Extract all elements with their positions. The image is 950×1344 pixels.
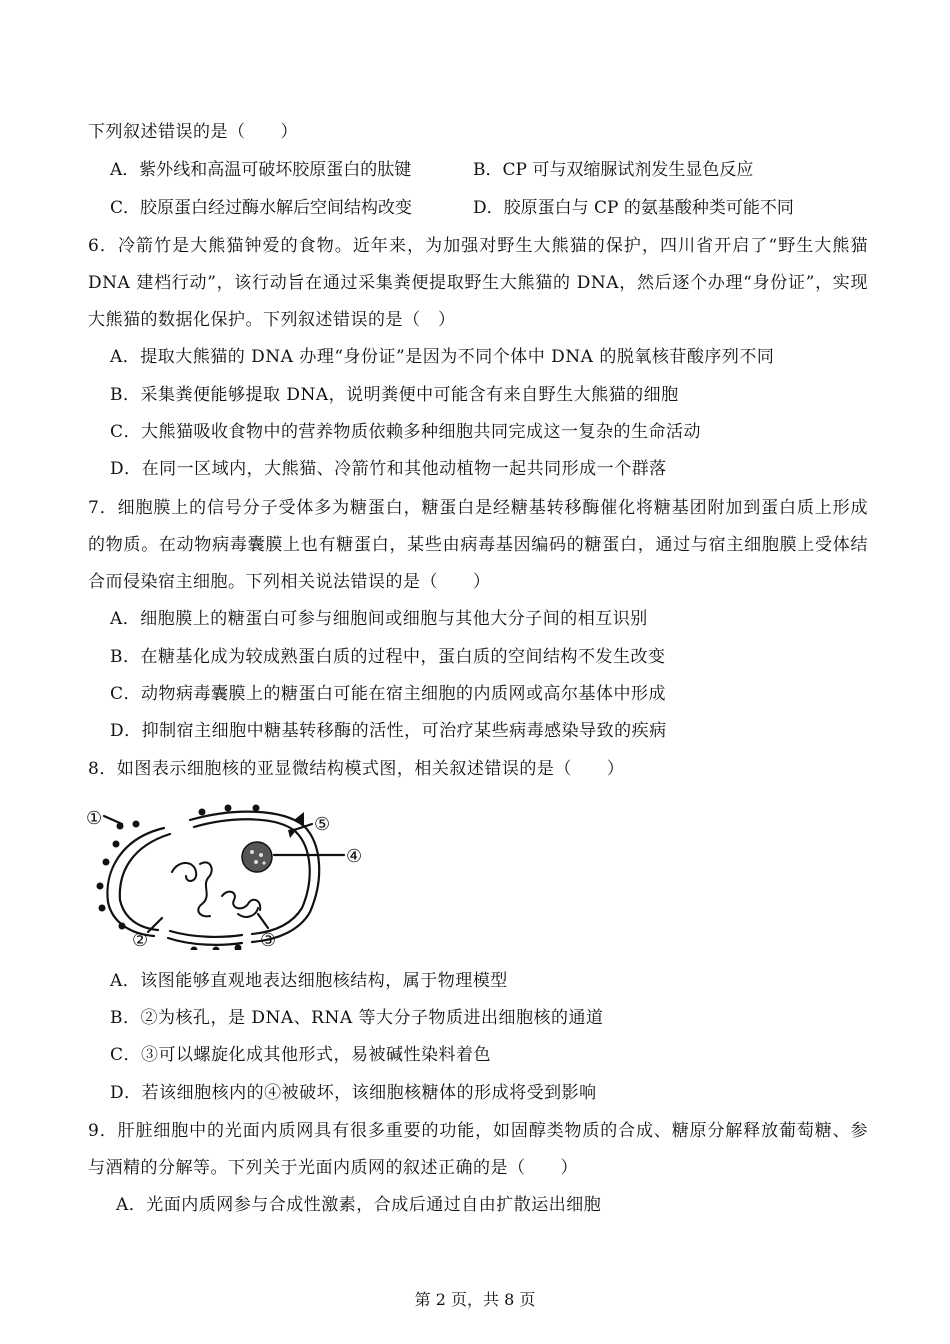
q6-stem: 6．冷箭竹是大熊猫钟爱的食物。近年来，为加强对野生大熊猫的保护，四川省开启了“野生大熊猫 DNA 建档行动”，该行动旨在通过采集粪便提取野生大熊猫的 DNA，然后逐个办理“身份证”，实现大熊猫的数据化保护。下列叙述错误的是（ ） <box>88 236 868 330</box>
q5-option-c: C．胶原蛋白经过酶水解后空间结构改变 <box>110 198 413 218</box>
nucleus-diagram-svg <box>82 800 372 950</box>
inner-membrane-left <box>120 834 170 930</box>
q5-option-b: B．CP 可与双缩脲试剂发生显色反应 <box>473 160 754 180</box>
q9-option-a: A．光面内质网参与合成性激素，合成后通过自由扩散运出细胞 <box>116 1195 602 1215</box>
q6-option-a: A．提取大熊猫的 DNA 办理“身份证”是因为不同个体中 DNA 的脱氧核苷酸序列不同 <box>110 347 775 367</box>
chromatin <box>172 862 260 917</box>
nucleus-diagram <box>82 800 372 950</box>
q7-option-c: C．动物病毒囊膜上的糖蛋白可能在宿主细胞的内质网或高尔基体中形成 <box>110 684 667 704</box>
q8-option-a: A．该图能够直观地表达细胞核结构，属于物理模型 <box>110 971 508 991</box>
q8-option-d: D．若该细胞核内的④被破坏，该细胞核糖体的形成将受到影响 <box>110 1083 597 1103</box>
label-2: ② <box>132 930 149 950</box>
q7-option-d: D．抑制宿主细胞中糖基转移酶的活性，可治疗某些病毒感染导致的疾病 <box>110 721 667 741</box>
nucleolus <box>242 842 272 872</box>
q8-stem: 8．如图表示细胞核的亚显微结构模式图，相关叙述错误的是（ ） <box>88 759 625 779</box>
q6-option-b: B．采集粪便能够提取 DNA，说明粪便中可能含有来自野生大熊猫的细胞 <box>110 385 679 405</box>
q5-option-a: A．紫外线和高温可破坏胶原蛋白的肽键 <box>110 160 412 180</box>
inner-membrane-bottom <box>170 931 242 937</box>
q6-option-c: C．大熊猫吸收食物中的营养物质依赖多种细胞共同完成这一复杂的生命活动 <box>110 422 702 442</box>
q6-option-d: D．在同一区域内，大熊猫、冷箭竹和其他动植物一起共同形成一个群落 <box>110 459 667 479</box>
outer-membrane-bottom <box>168 938 242 945</box>
q9-stem: 9．肝脏细胞中的光面内质网具有很多重要的功能，如固醇类物质的合成、糖原分解释放葡萄糖、参与酒精的分解等。下列关于光面内质网的叙述正确的是（ ） <box>88 1121 868 1178</box>
q8-option-b: B．②为核孔，是 DNA、RNA 等大分子物质进出细胞核的通道 <box>110 1008 604 1028</box>
label-4: ④ <box>346 846 363 867</box>
q5-options-ab <box>110 158 754 182</box>
q7-option-a: A．细胞膜上的糖蛋白可参与细胞间或细胞与其他大分子间的相互识别 <box>110 609 648 629</box>
page-number: 第 2 页，共 8 页 <box>414 1290 536 1309</box>
q8-option-c: C．③可以螺旋化成其他形式，易被碱性染料着色 <box>110 1045 492 1065</box>
leader-3 <box>258 914 268 928</box>
label-3: ③ <box>260 930 277 950</box>
q5-stem-end: 下列叙述错误的是（ ） <box>88 122 298 142</box>
label-5: ⑤ <box>314 814 331 835</box>
label-1: ① <box>86 808 103 829</box>
q7-option-b: B．在糖基化成为较成熟蛋白质的过程中，蛋白质的空间结构不发生改变 <box>110 647 666 667</box>
q7-stem: 7．细胞膜上的信号分子受体多为糖蛋白，糖蛋白是经糖基转移酶催化将糖基团附加到蛋白质上形成的物质。在动物病毒囊膜上也有糖蛋白，某些由病毒基因编码的糖蛋白，通过与宿主细胞膜上受体结合而侵染宿主细胞。下列相关说法错误的是（ ） <box>88 498 868 592</box>
q5-options-cd <box>110 196 794 220</box>
inner-membrane-top <box>194 819 310 934</box>
q5-option-d: D．胶原蛋白与 CP 的氨基酸种类可能不同 <box>473 198 794 218</box>
